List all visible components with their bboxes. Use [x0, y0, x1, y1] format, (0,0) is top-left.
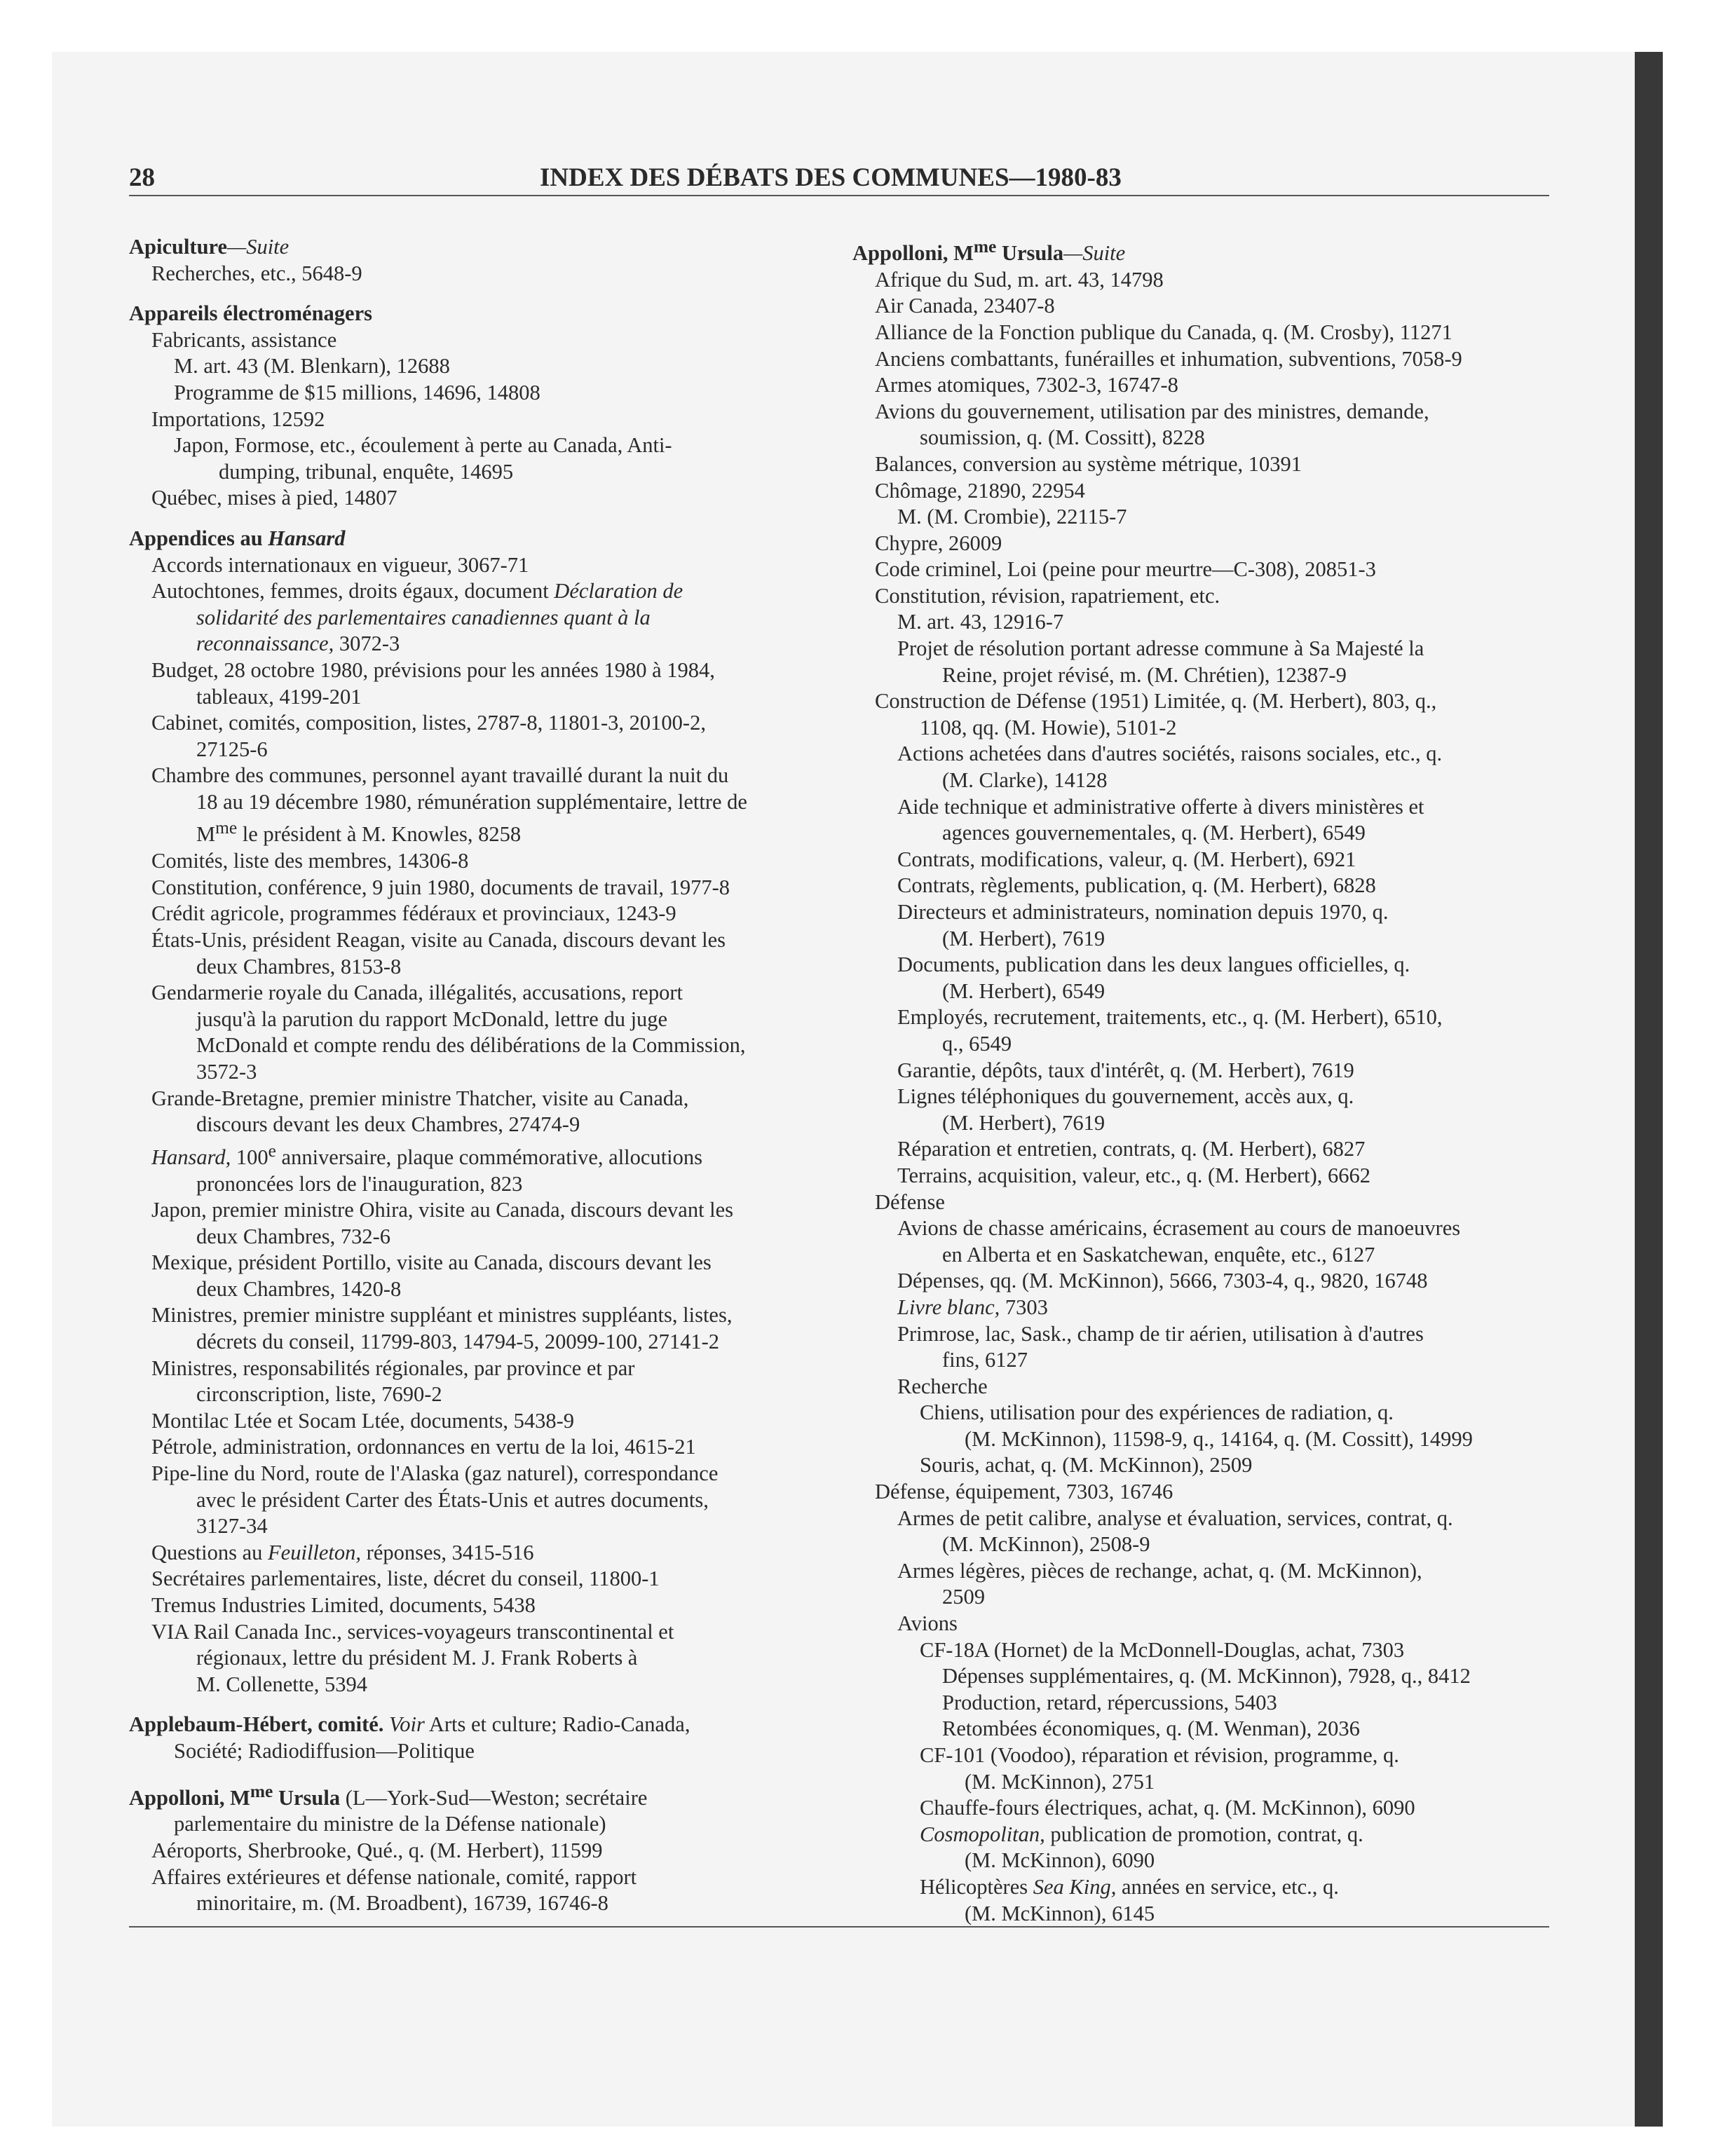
entry-line: [852, 662, 1553, 689]
line-text: réponses, 3415-516: [361, 1540, 534, 1564]
line-text: Air Canada, 23407-8: [875, 294, 1055, 318]
line-text: q., 6549: [942, 1031, 1012, 1056]
entry-line: [852, 820, 1553, 847]
line-text: (M. McKinnon), 6090: [965, 1848, 1155, 1873]
line-text: Construction de Défense (1951) Limitée, q. (M. Herbert), 803, q.,: [875, 689, 1437, 714]
line-text: (M. McKinnon), 11598-9, q., 14164, q. (M. Cossitt), 14999: [965, 1426, 1473, 1451]
entry-line: [852, 320, 1553, 346]
entry-line: [129, 954, 823, 981]
entry-line: [852, 873, 1553, 899]
index-entry: [129, 526, 823, 1698]
page-header: [129, 163, 1549, 199]
line-text: Japon, Formose, etc., écoulement à perte au Canada, Anti-: [174, 433, 672, 458]
line-text: Questions au: [151, 1540, 268, 1564]
entry-line: [852, 1084, 1553, 1110]
entry-line: [129, 980, 823, 1007]
entry-line: [852, 688, 1553, 715]
line-text: circonscription, liste, 7690-2: [196, 1382, 442, 1407]
entry-line: [852, 767, 1553, 794]
entry-line: [852, 952, 1553, 978]
entry-line: [129, 1171, 823, 1198]
line-text: 1108, qq. (M. Howie), 5101-2: [920, 715, 1177, 739]
italic-text: Hansard,: [151, 1145, 231, 1169]
entry-line: [129, 578, 823, 605]
entry-line: [852, 1742, 1553, 1769]
line-text: Contrats, règlements, publication, q. (M. Herbert), 6828: [897, 873, 1376, 898]
line-text: anniversaire, plaque commémorative, allocutions: [275, 1145, 703, 1169]
entry-line: [852, 926, 1553, 953]
line-text: Ministres, premier ministre suppléant et ministres suppléants, listes,: [151, 1303, 733, 1328]
entry-line: [852, 1110, 1553, 1137]
line-text: Programme de $15 millions, 14696, 14808: [174, 380, 540, 404]
entry-line: [129, 848, 823, 875]
line-text: Japon, premier ministre Ohira, visite au Canada, discours devant les: [151, 1198, 734, 1222]
index-entry: [129, 234, 823, 287]
line-text: Armes atomiques, 7302-3, 16747-8: [875, 373, 1178, 397]
entry-line: [852, 847, 1553, 873]
entry-line: [852, 1716, 1553, 1742]
line-text: Avions du gouvernement, utilisation par des ministres, demande,: [875, 399, 1429, 423]
entry-line: [852, 899, 1553, 926]
entry-line: [129, 1059, 823, 1086]
entry-line: [852, 1374, 1553, 1400]
entry-line: [129, 1197, 823, 1224]
line-text: deux Chambres, 8153-8: [196, 954, 402, 978]
line-text: 3127-34: [196, 1514, 268, 1538]
entry-line: [852, 1611, 1553, 1637]
entry-line: [129, 1645, 823, 1672]
line-text: deux Chambres, 1420-8: [196, 1276, 402, 1301]
line-text: M. Collenette, 5394: [196, 1672, 367, 1696]
line-text: le président à M. Knowles, 8258: [237, 822, 522, 847]
line-text: parlementaire du ministre de la Défense nationale): [174, 1812, 606, 1836]
entry-line: [852, 1690, 1553, 1717]
line-text: 100: [231, 1145, 268, 1169]
entry-heading: [129, 301, 823, 327]
entry-line: [129, 1540, 823, 1567]
line-text: années en service, etc., q.: [1116, 1874, 1339, 1899]
index-entry: [852, 234, 1553, 1927]
line-text: Aéroports, Sherbrooke, Qué., q. (M. Herbert), 11599: [151, 1838, 603, 1862]
line-text: Secrétaires parlementaires, liste, décret du conseil, 11800-1: [151, 1567, 660, 1591]
entry-line: [852, 1242, 1553, 1269]
entry-line: [852, 1004, 1553, 1031]
italic-text: Cosmopolitan,: [920, 1822, 1045, 1846]
line-text: CF-18A (Hornet) de la McDonnell-Douglas, achat, 7303: [920, 1637, 1405, 1662]
entry-line: [852, 478, 1553, 505]
heading-text: Applebaum-Hébert, comité.: [129, 1712, 384, 1737]
line-text: Montilac Ltée et Socam Ltée, documents, 5438-9: [151, 1408, 575, 1433]
line-text: Garantie, dépôts, taux d'intérêt, q. (M. Herbert), 7619: [897, 1058, 1354, 1082]
line-text: Constitution, conférence, 9 juin 1980, documents de travail, 1977-8: [151, 875, 730, 899]
line-text: Chiens, utilisation pour des expériences de radiation, q.: [920, 1400, 1394, 1425]
entry-line: [129, 485, 823, 512]
line-text: Avions de chasse américains, écrasement au cours de manoeuvres: [897, 1216, 1461, 1241]
heading-text: Ursula: [273, 1785, 341, 1810]
italic-text: solidarité des parlementaires canadiennes quant à la: [196, 605, 651, 629]
entry-line: [852, 1215, 1553, 1242]
line-text: Alliance de la Fonction publique du Canada, q. (M. Crosby), 11271: [875, 320, 1452, 344]
entry-line: [852, 1848, 1553, 1874]
entry-line: [852, 1347, 1553, 1374]
italic-text: Feuilleton,: [268, 1540, 362, 1564]
line-text: Souris, achat, q. (M. McKinnon), 2509: [920, 1453, 1253, 1478]
line-text: Armes légères, pièces de rechange, achat, q. (M. McKinnon),: [897, 1558, 1422, 1583]
line-text: Recherche: [897, 1374, 988, 1398]
line-text: Chômage, 21890, 22954: [875, 478, 1085, 503]
entry-line: [852, 557, 1553, 583]
superscript: e: [268, 1140, 276, 1161]
line-text: Actions achetées dans d'autres sociétés, raisons sociales, etc., q.: [897, 742, 1443, 766]
line-text: dumping, tribunal, enquête, 14695: [219, 459, 514, 484]
line-text: deux Chambres, 732-6: [196, 1224, 390, 1248]
line-text: soumission, q. (M. Cossitt), 8228: [920, 425, 1205, 450]
entry-line: [852, 1321, 1553, 1348]
heading-text: Appareils électroménagers: [129, 301, 372, 326]
page-title: INDEX DES DÉBATS DES COMMUNES—1980-83: [540, 163, 1122, 192]
line-text: Accords internationaux en vigueur, 3067-71: [151, 552, 529, 577]
line-text: Employés, recrutement, traitements, etc., q. (M. Herbert), 6510,: [897, 1005, 1443, 1030]
entry-line: [129, 763, 823, 789]
line-text: avec le président Carter des États-Unis et autres documents,: [196, 1487, 709, 1512]
line-text: Armes de petit calibre, analyse et évaluation, services, contrat, q.: [897, 1506, 1453, 1530]
scan-edge-bar: [1635, 52, 1663, 2127]
entry-line: [129, 1890, 823, 1917]
line-text: jusqu'à la parution du rapport McDonald, lettre du juge: [196, 1007, 668, 1031]
line-text: Chauffe-fours électriques, achat, q. (M. McKinnon), 6090: [920, 1796, 1415, 1820]
entry-line: [852, 1506, 1553, 1532]
line-text: (M. Herbert), 6549: [942, 978, 1105, 1003]
line-text: Arts et culture; Radio-Canada,: [424, 1712, 690, 1737]
entry-line: [852, 1400, 1553, 1426]
heading-superscript: me: [250, 1781, 273, 1801]
entry-line: [129, 1032, 823, 1059]
entry-line: [129, 1738, 823, 1765]
line-text: Autochtones, femmes, droits égaux, document: [151, 579, 554, 603]
entry-line: [129, 1672, 823, 1698]
line-text: Gendarmerie royale du Canada, illégalités, accusations, report: [151, 981, 683, 1005]
entry-line: [129, 605, 823, 632]
entry-line: [129, 1566, 823, 1592]
header-rule: [129, 195, 1549, 196]
entry-line: [129, 327, 823, 354]
line-text: Mexique, président Portillo, visite au Canada, discours devant les: [151, 1250, 712, 1275]
continued-label: —Suite: [227, 235, 290, 259]
line-text: 27125-6: [196, 737, 268, 761]
entry-heading: [129, 234, 823, 261]
italic-text: reconnaissance,: [196, 632, 334, 656]
line-text: Budget, 28 octobre 1980, prévisions pour les années 1980 à 1984,: [151, 657, 715, 682]
line-text: Pipe-line du Nord, route de l'Alaska (gaz naturel), correspondance: [151, 1461, 719, 1486]
line-text: États-Unis, président Reagan, visite au Canada, discours devant les: [151, 928, 726, 952]
entry-line: [852, 1136, 1553, 1163]
line-text: Réparation et entretien, contrats, q. (M. Herbert), 6827: [897, 1137, 1366, 1161]
line-text: Avions: [897, 1611, 958, 1636]
entry-heading: [129, 1712, 823, 1738]
italic-text: Livre blanc,: [897, 1295, 1000, 1319]
entry-line: [129, 1461, 823, 1487]
line-text: Pétrole, administration, ordonnances en vertu de la loi, 4615-21: [151, 1435, 696, 1459]
entry-line: [852, 1874, 1553, 1901]
line-text: Défense: [875, 1189, 945, 1214]
line-text: Primrose, lac, Sask., champ de tir aérien, utilisation à d'autres: [897, 1321, 1424, 1346]
line-text: 3072-3: [334, 632, 400, 656]
line-text: CF-101 (Voodoo), réparation et révision, programme, q.: [920, 1743, 1399, 1767]
line-text: Contrats, modifications, valeur, q. (M. Herbert), 6921: [897, 847, 1356, 871]
line-text: Production, retard, répercussions, 5403: [942, 1690, 1277, 1714]
entry-line: [852, 1163, 1553, 1189]
entry-heading: [852, 234, 1553, 267]
entry-line: [852, 293, 1553, 320]
entry-line: [129, 737, 823, 763]
entry-line: [852, 1558, 1553, 1585]
line-text: Affaires extérieures et défense nationale, comité, rapport: [151, 1864, 637, 1889]
entry-heading: [129, 1779, 823, 1812]
entry-line: [129, 552, 823, 579]
line-text: Balances, conversion au système métrique, 10391: [875, 451, 1302, 476]
heading-text: Appolloni, M: [852, 241, 974, 266]
entry-line: [129, 1112, 823, 1138]
line-text: en Alberta et en Saskatchewan, enquête, etc., 6127: [942, 1242, 1375, 1267]
line-text: Projet de résolution portant adresse commune à Sa Majesté la: [897, 636, 1424, 661]
heading-text: Apiculture: [129, 235, 228, 259]
line-text: Société; Radiodiffusion—Politique: [174, 1738, 475, 1763]
line-text: (L—York-Sud—Weston; secrétaire: [340, 1785, 648, 1810]
entry-line: [852, 1268, 1553, 1295]
line-text: M. art. 43 (M. Blenkarn), 12688: [174, 354, 450, 378]
entry-line: [852, 1901, 1553, 1928]
line-text: discours devant les deux Chambres, 27474-9: [196, 1112, 580, 1137]
entry-line: [129, 875, 823, 901]
line-text: Afrique du Sud, m. art. 43, 14798: [875, 267, 1164, 292]
entry-line: [129, 1513, 823, 1540]
entry-line: [129, 684, 823, 711]
italic-text: Voir: [383, 1712, 425, 1737]
line-text: décrets du conseil, 11799-803, 14794-5, 20099-100, 27141-2: [196, 1330, 719, 1354]
entry-line: [129, 1250, 823, 1276]
line-text: tableaux, 4199-201: [196, 684, 362, 709]
entry-line: [852, 741, 1553, 767]
line-text: Tremus Industries Limited, documents, 5438: [151, 1593, 536, 1617]
entry-line: [129, 927, 823, 954]
entry-line: [852, 978, 1553, 1005]
entry-line: [129, 1356, 823, 1382]
entry-line: [852, 399, 1553, 425]
entry-line: [129, 1838, 823, 1864]
entry-line: [129, 1329, 823, 1356]
line-text: (M. Clarke), 14128: [942, 768, 1108, 793]
line-text: Aide technique et administrative offerte à divers ministères et: [897, 794, 1424, 819]
entry-line: [129, 432, 823, 459]
heading-superscript: me: [973, 237, 997, 257]
line-text: (M. Herbert), 7619: [942, 926, 1105, 950]
entry-line: [852, 346, 1553, 373]
line-text: Constitution, révision, rapatriement, etc.: [875, 583, 1220, 608]
continued-label: —Suite: [1063, 241, 1126, 266]
line-text: M. art. 43, 12916-7: [897, 610, 1064, 634]
line-text: Terrains, acquisition, valeur, etc., q. (M. Herbert), 6662: [897, 1163, 1371, 1187]
entry-line: [129, 901, 823, 927]
entry-line: [852, 636, 1553, 662]
entry-line: [852, 425, 1553, 451]
entry-line: [129, 1224, 823, 1250]
line-text: fins, 6127: [942, 1348, 1028, 1372]
line-text: Anciens combattants, funérailles et inhumation, subventions, 7058-9: [875, 346, 1462, 371]
heading-text: Appolloni, M: [129, 1785, 250, 1810]
line-text: Ministres, responsabilités régionales, par province et par: [151, 1356, 635, 1380]
line-text: Québec, mises à pied, 14807: [151, 486, 397, 510]
entry-line: [129, 1434, 823, 1461]
entry-line: [852, 1769, 1553, 1796]
entry-line: [852, 1531, 1553, 1558]
entry-line: [129, 261, 823, 287]
entry-line: [852, 794, 1553, 821]
line-text: (M. McKinnon), 2508-9: [942, 1532, 1150, 1557]
entry-line: [852, 1795, 1553, 1822]
entry-line: [129, 353, 823, 380]
entry-line: [129, 1864, 823, 1891]
line-text: régionaux, lettre du président M. J. Frank Roberts à: [196, 1646, 638, 1670]
line-text: publication de promotion, contrat, q.: [1045, 1822, 1363, 1846]
line-text: prononcées lors de l'inauguration, 823: [196, 1171, 523, 1196]
entry-line: [129, 1007, 823, 1033]
line-text: M: [196, 822, 216, 847]
entry-line: [852, 1295, 1553, 1321]
right-column: [852, 234, 1553, 1941]
entry-line: [852, 372, 1553, 399]
index-entry: [129, 1712, 823, 1764]
entry-line: [129, 631, 823, 657]
entry-line: [852, 1479, 1553, 1506]
line-text: 3572-3: [196, 1059, 257, 1084]
line-text: Reine, projet révisé, m. (M. Chrétien), 12387-9: [942, 662, 1347, 687]
heading-text: Ursula: [996, 241, 1064, 266]
entry-line: [129, 407, 823, 433]
index-entry: [129, 301, 823, 512]
entry-line: [129, 380, 823, 407]
entry-line: [852, 715, 1553, 742]
line-text: Importations, 12592: [151, 407, 325, 431]
line-text: Cabinet, comités, composition, listes, 2787-8, 11801-3, 20100-2,: [151, 711, 706, 735]
entry-line: [852, 1637, 1553, 1664]
entry-line: [852, 1058, 1553, 1084]
line-text: 18 au 19 décembre 1980, rémunération supplémentaire, lettre de: [196, 789, 747, 814]
heading-italic: Hansard: [268, 526, 346, 550]
italic-text: Sea King,: [1033, 1874, 1117, 1899]
entry-line: [852, 1426, 1553, 1453]
line-text: (M. McKinnon), 2751: [965, 1769, 1155, 1794]
line-text: minoritaire, m. (M. Broadbent), 16739, 16746-8: [196, 1891, 608, 1916]
entry-line: [852, 1584, 1553, 1611]
entry-line: [129, 1086, 823, 1112]
line-text: Crédit agricole, programmes fédéraux et provinciaux, 1243-9: [151, 901, 676, 926]
entry-line: [852, 504, 1553, 531]
line-text: Retombées économiques, q. (M. Wenman), 2036: [942, 1717, 1360, 1741]
line-text: Lignes téléphoniques du gouvernement, accès aux, q.: [897, 1084, 1354, 1109]
entry-line: [129, 1138, 823, 1171]
line-text: (M. Herbert), 7619: [942, 1110, 1105, 1135]
line-text: Chambre des communes, personnel ayant travaillé durant la nuit du: [151, 763, 729, 788]
entry-heading: [129, 526, 823, 552]
entry-line: [852, 1031, 1553, 1058]
line-text: Code criminel, Loi (peine pour meurtre—C-308), 20851-3: [875, 557, 1376, 582]
index-entry: [129, 1779, 823, 1917]
line-text: McDonald et compte rendu des délibérations de la Commission,: [196, 1033, 746, 1058]
entry-line: [852, 451, 1553, 478]
entry-line: [129, 1408, 823, 1435]
entry-line: [852, 1189, 1553, 1216]
entry-line: [129, 710, 823, 737]
line-text: 7303: [1000, 1295, 1048, 1319]
entry-line: [852, 267, 1553, 294]
entry-line: [852, 531, 1553, 557]
line-text: VIA Rail Canada Inc., services-voyageurs transcontinental et: [151, 1619, 674, 1644]
line-text: Dépenses, qq. (M. McKinnon), 5666, 7303-4, q., 9820, 16748: [897, 1269, 1428, 1293]
entry-line: [129, 1381, 823, 1408]
entry-line: [129, 815, 823, 848]
line-text: Comités, liste des membres, 14306-8: [151, 849, 469, 873]
entry-line: [129, 1487, 823, 1514]
line-text: Chypre, 26009: [875, 531, 1002, 555]
line-text: Directeurs et administrateurs, nomination depuis 1970, q.: [897, 900, 1389, 924]
entry-line: [129, 1276, 823, 1303]
entry-line: [129, 1619, 823, 1646]
entry-line: [129, 1592, 823, 1619]
entry-line: [852, 609, 1553, 636]
footer-rule: [129, 1926, 1549, 1928]
entry-line: [852, 1663, 1553, 1690]
line-text: Recherches, etc., 5648-9: [151, 261, 362, 285]
page-number: 28: [129, 163, 155, 192]
line-text: Grande-Bretagne, premier ministre Thatcher, visite au Canada,: [151, 1086, 689, 1110]
left-column: [129, 234, 823, 1931]
line-text: M. (M. Crombie), 22115-7: [897, 505, 1127, 529]
entry-line: [129, 657, 823, 684]
entry-line: [852, 1452, 1553, 1479]
line-text: Défense, équipement, 7303, 16746: [875, 1480, 1173, 1504]
heading-text: Appendices au: [129, 526, 268, 550]
entry-line: [129, 789, 823, 816]
entry-line: [852, 1822, 1553, 1848]
entry-line: [129, 1811, 823, 1838]
entry-line: [852, 583, 1553, 610]
line-text: agences gouvernementales, q. (M. Herbert), 6549: [942, 821, 1366, 845]
entry-line: [129, 1302, 823, 1329]
entry-line: [129, 459, 823, 486]
italic-text: Déclaration de: [554, 579, 683, 603]
line-text: Documents, publication dans les deux langues officielles, q.: [897, 953, 1410, 977]
line-text: Hélicoptères: [920, 1874, 1033, 1899]
line-text: 2509: [942, 1585, 985, 1609]
line-text: (M. McKinnon), 6145: [965, 1901, 1155, 1925]
line-text: Dépenses supplémentaires, q. (M. McKinnon), 7928, q., 8412: [942, 1664, 1471, 1688]
line-text: Fabricants, assistance: [151, 327, 337, 352]
superscript: me: [215, 818, 238, 838]
